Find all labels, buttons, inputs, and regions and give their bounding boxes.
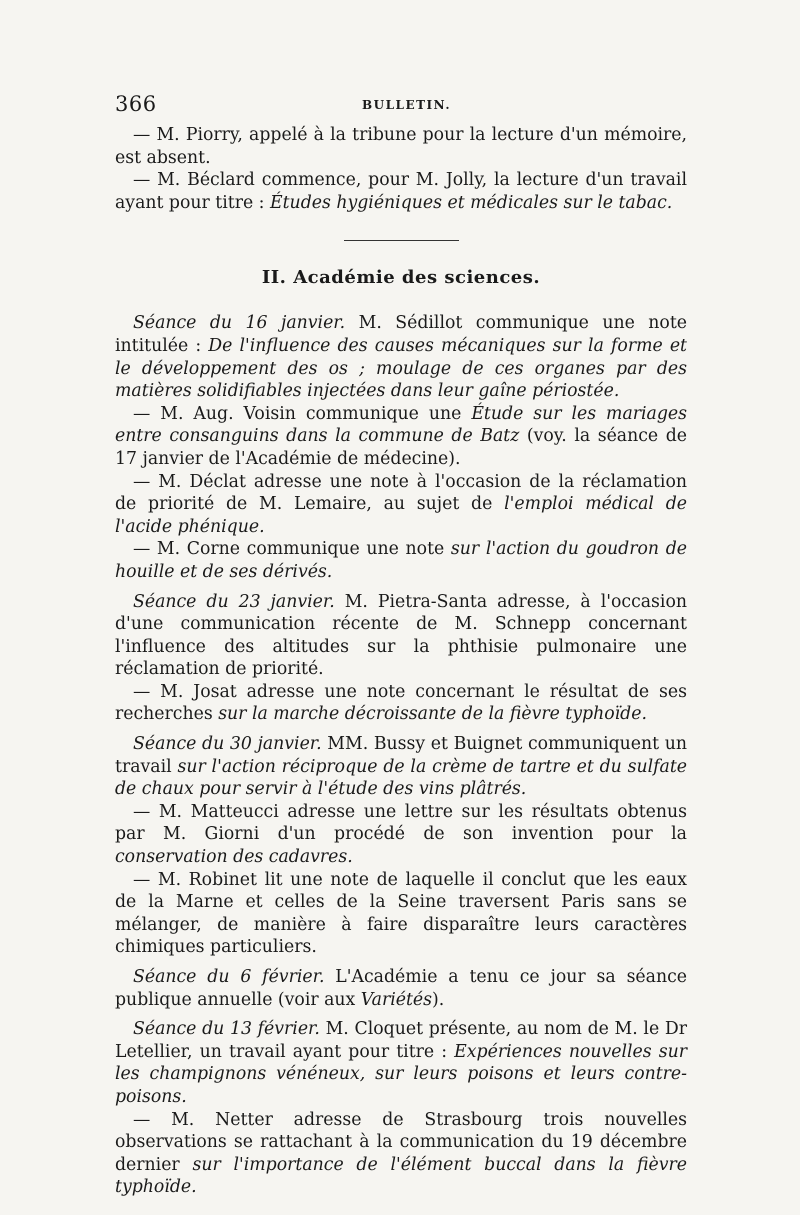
italic-title: conservation des cadavres. bbox=[115, 847, 353, 868]
paragraph bbox=[115, 869, 687, 959]
italic-title: Études hygiéniques et médicales sur le tabac. bbox=[270, 192, 673, 213]
italic-title: sur l'importance de l'élément buccal dans la fièvre typhoïde. bbox=[115, 1154, 687, 1198]
seance-date: Séance du 30 janvier. bbox=[133, 734, 322, 755]
italic-title: Expériences nouvelles sur les champignons vénéneux, sur leurs poisons et leurs contre-poisons. bbox=[115, 1041, 688, 1107]
paragraph bbox=[115, 538, 687, 583]
seance-date: Séance du 16 janvier. bbox=[133, 313, 346, 334]
italic-title: l'emploi médical de l'acide phénique. bbox=[115, 494, 687, 537]
paragraph bbox=[115, 124, 687, 169]
paragraph-text: M. Cloquet présente, au nom de M. le Dr Letellier, un travail ayant pour titre : bbox=[115, 1019, 687, 1062]
italic-title: Étude sur les mariages entre consanguins dans la commune de Batz bbox=[115, 403, 687, 447]
paragraph bbox=[115, 681, 687, 726]
italic-title: sur la marche décroissante de la fièvre typhoïde. bbox=[218, 704, 647, 725]
seance-date: Séance du 13 février. bbox=[133, 1019, 320, 1040]
paragraph-text: — M. Josat adresse une note concernant le résultat de ses recherches bbox=[115, 681, 687, 725]
paragraph-text: ). bbox=[432, 989, 445, 1010]
paragraph-text: — M. Aug. Voisin communique une bbox=[133, 403, 472, 424]
paragraph bbox=[115, 312, 687, 402]
paragraph-text: — M. Matteucci adresse une lettre sur les résultats obtenus par M. Giorni d'un procédé de son invention pour la bbox=[115, 801, 687, 845]
paragraph-text: M. Sédillot communique une note intitulée : bbox=[115, 313, 687, 356]
seance-date: Séance du 6 février. bbox=[133, 967, 325, 987]
page-header bbox=[115, 92, 687, 124]
paragraph bbox=[115, 801, 687, 869]
italic-title: De l'influence des causes mécaniques sur la forme et le développement des os ; moulage de ces organes par des matières solidifiables injectées dans leur gaîne périostée. bbox=[115, 335, 687, 402]
paragraph bbox=[115, 403, 687, 471]
page-number: 366 bbox=[115, 92, 157, 116]
section-body bbox=[115, 312, 687, 1199]
paragraph-text: — M. Déclat adresse une note à l'occasion de la réclamation de priorité de M. Lemaire, au sujet de bbox=[115, 471, 687, 515]
paragraph bbox=[115, 966, 687, 1011]
paragraph-text: M. Pietra-Santa adresse, à l'occasion d'une communication récente de M. Schnepp concernant l'influence des altitudes sur la phthisie pulmonaire une réclamation de priorité. bbox=[115, 591, 687, 680]
document-page bbox=[115, 92, 687, 1199]
paragraph-text: — M. Robinet lit une note de laquelle il conclut que les eaux de la Marne et celles de la Seine traversent Paris sans se mélanger, de manière à faire disparaître leurs caractères chimiques particuliers. bbox=[115, 869, 687, 958]
paragraph bbox=[115, 591, 687, 681]
paragraph-text: L'Académie a tenu ce jour sa séance publique annuelle (voir aux bbox=[115, 967, 687, 1010]
paragraph bbox=[115, 733, 687, 801]
paragraph-text: — M. Béclard commence, pour M. Jolly, la lecture d'un travail ayant pour titre : bbox=[115, 170, 687, 213]
paragraph-text: — M. Piorry, appelé à la tribune pour la lecture d'un mémoire, est absent. bbox=[115, 125, 687, 168]
seance-date: Séance du 23 janvier. bbox=[133, 591, 335, 612]
paragraph-text: MM. Bussy et Buignet communiquent un travail bbox=[115, 734, 687, 777]
paragraph bbox=[115, 1018, 687, 1108]
italic-title: sur l'action du goudron de houille et de ses dérivés. bbox=[115, 539, 687, 582]
intro-block bbox=[115, 124, 687, 214]
paragraph bbox=[115, 169, 687, 214]
section-divider bbox=[344, 240, 459, 241]
paragraph bbox=[115, 471, 687, 539]
paragraph-text: — M. Netter adresse de Strasbourg trois nouvelles observations se rattachant à la communication du 19 décembre dernier bbox=[115, 1109, 687, 1175]
italic-title: sur l'action réciproque de la crème de tartre et du sulfate de chaux pour servir à l'étude des vins plâtrés. bbox=[115, 756, 688, 800]
paragraph bbox=[115, 1109, 687, 1199]
paragraph-text: — M. Corne communique une note bbox=[133, 539, 451, 560]
italic-title: Variétés bbox=[360, 989, 433, 1010]
section-title: II. Académie des sciences. bbox=[261, 267, 541, 289]
paragraph-text: (voy. la séance de 17 janvier de l'Académie de médecine). bbox=[115, 426, 688, 469]
running-head: BULLETIN. bbox=[362, 98, 452, 112]
